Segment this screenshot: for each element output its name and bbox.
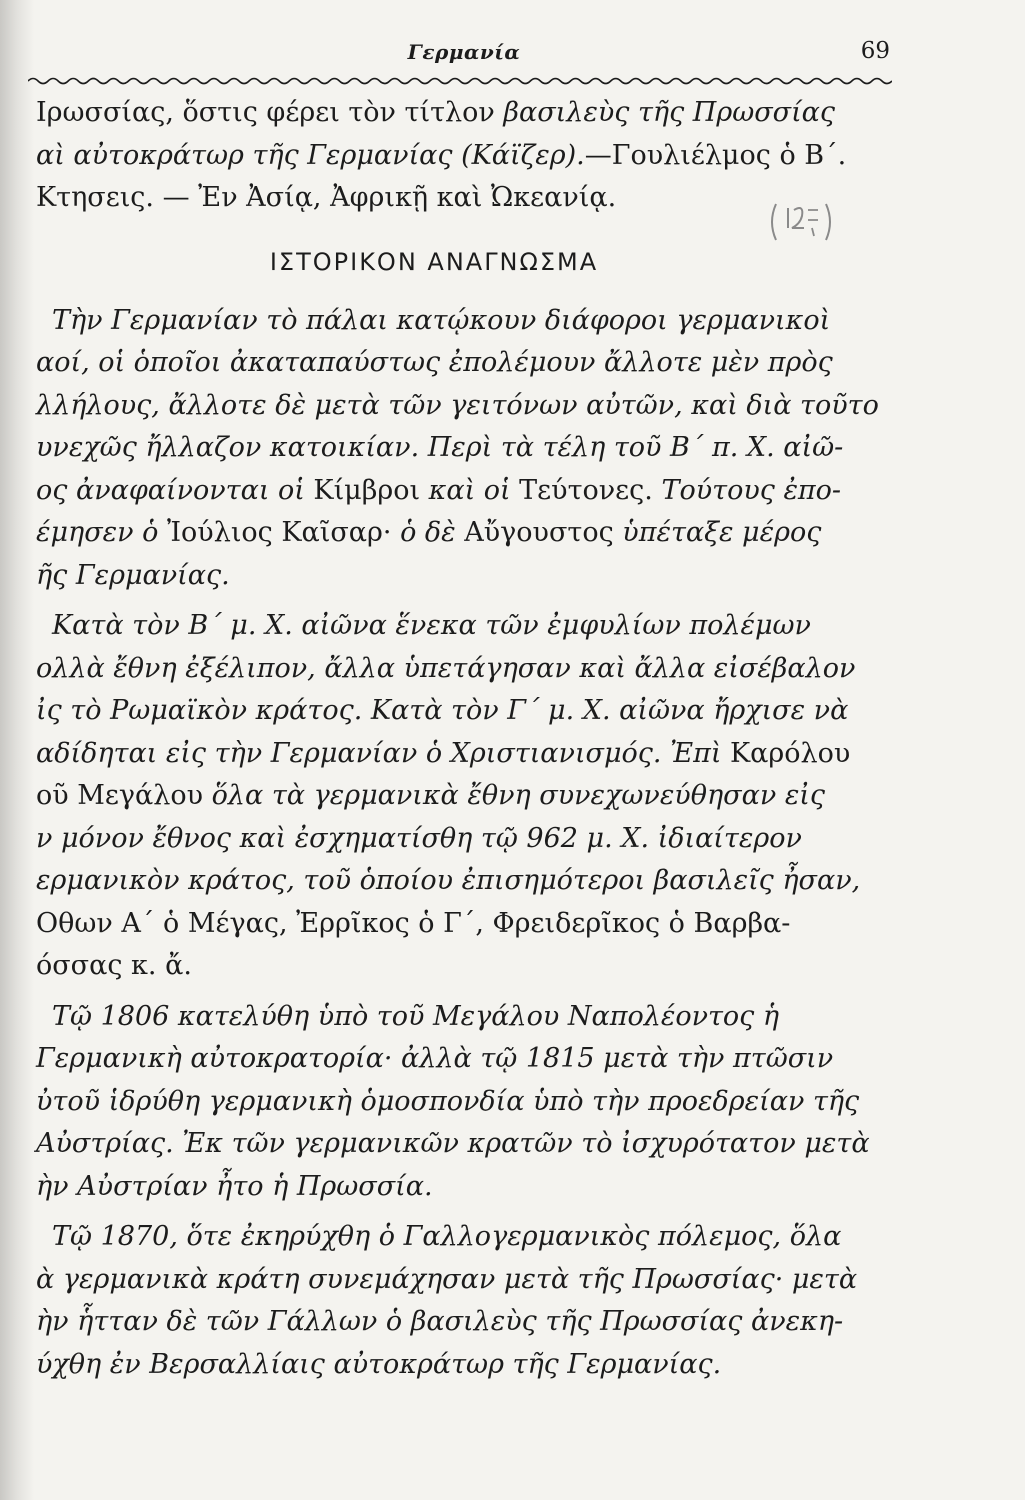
text-line: ολλὰ ἔθνη ἐξέλιπον, ἄλλα ὑπετάγησαν καὶ ἄλλα εἰσέβαλον	[36, 652, 856, 684]
text-span: —Γουλιέλμος ὁ Β΄.	[584, 139, 847, 171]
text-span: ὅλα τὰ γερμανικὰ ἔθνη συνεχωνεύθησαν εἰς	[203, 780, 826, 811]
text-line: ἰς τὸ Ρωμαϊκὸν κράτος. Κατὰ τὸν Γ΄ μ. Χ. αἰῶνα ἤρχισε νὰ	[36, 695, 849, 726]
text-line: ὴν ἧτταν δὲ τῶν Γάλλων ὁ βασιλεὺς τῆς Πρωσσίας ἀνεκη-	[36, 1306, 844, 1337]
text-line: ν μόνον ἔθνος καὶ ἐσχηματίσθη τῷ 962 μ. Χ. ἰδιαίτερον	[36, 822, 802, 854]
text-line	[24, 470, 904, 513]
text-line	[24, 92, 904, 135]
text-span: Κίμβροι	[304, 474, 429, 506]
text-line	[24, 733, 904, 776]
text-line: ύχθη ἐν Βερσαλλίαις αὐτοκράτωρ τῆς Γερμανίας.	[36, 1348, 722, 1380]
text-span: ὑπέταξε μέρος	[622, 517, 822, 548]
paragraph-4	[24, 1216, 904, 1386]
paragraph-2	[24, 605, 904, 988]
section-heading: ΙΣΤΟΡΙΚΟΝ ΑΝΑΓΝΩΣΜΑ	[269, 247, 599, 276]
text-line: ῆς Γερμανίας.	[36, 559, 230, 591]
text-line	[24, 775, 904, 818]
text-span: αὶ αὐτοκράτωρ τῆς Γερμανίας (Κάϊζερ).	[36, 139, 585, 171]
page-number: 69	[860, 38, 890, 64]
text-span: Ἰούλιος Καῖσαρ·	[158, 517, 401, 548]
spacer	[24, 1208, 904, 1216]
text-span: Καρόλου	[730, 737, 851, 769]
text-span: Ἐπὶ	[661, 737, 731, 769]
text-span: καὶ οἱ	[428, 474, 511, 506]
spacer	[24, 988, 904, 996]
text-line: λλήλους, ἄλλοτε δὲ μετὰ τῶν γειτόνων αὐτῶν, καὶ διὰ τοῦτο	[36, 389, 879, 421]
text-line: ὐτοῦ ἱδρύθη γερμανικὴ ὁμοσπονδία ὑπὸ τὴν προεδρείαν τῆς	[36, 1085, 860, 1117]
text-line: υνεχῶς ἤλλαζον κατοικίαν. Περὶ τὰ τέλη τοῦ Β΄ π. Χ. αἰῶ-	[36, 432, 844, 463]
text-span: Κτησεις. — Ἐν Ἀσίᾳ, Ἀφρικῇ καὶ Ὠκεανίᾳ.	[36, 182, 617, 213]
text-line: Τῷ 1806 κατελύθη ὑπὸ τοῦ Μεγάλου Ναπολέοντος ἡ	[52, 1000, 780, 1032]
text-line: Οθων Α΄ ὁ Μέγας, Ἐρρῖκος ὁ Γ΄, Φρειδερῖκος ὁ Βαρβα-	[36, 907, 791, 939]
text-span: έμησεν ὁ	[36, 517, 159, 548]
running-head	[24, 30, 904, 74]
text-line	[24, 512, 904, 555]
text-span: αδίδηται εἰς τὴν Γερμανίαν ὁ Χριστιανισμός.	[36, 737, 662, 769]
running-title: Γερμανία	[407, 40, 521, 64]
text-line: Γερμανικὴ αὐτοκρατορία· ἀλλὰ τῷ 1815 μετὰ τὴν πτῶσιν	[36, 1043, 834, 1074]
spacer	[24, 597, 904, 605]
text-line: αοί, οἱ ὁποῖοι ἀκαταπαύστως ἐπολέμουν ἄλλοτε μὲν πρὸς	[36, 347, 833, 378]
text-line: ερμανικὸν κράτος, τοῦ ὁποίου ἐπισημότεροι βασιλεῖς ἦσαν,	[36, 865, 861, 896]
paragraph-1	[24, 300, 904, 598]
text-line: Κατὰ τὸν Β΄ μ. Χ. αἰῶνα ἕνεκα τῶν ἐμφυλίων πολέμων	[52, 610, 811, 641]
pencil-annotation	[766, 198, 836, 252]
text-span: ος ἀναφαίνονται οἱ	[36, 474, 305, 506]
text-span: Ιρωσσίας, ὅστις φέρει τὸν τίτλον	[36, 97, 504, 128]
text-line: Τῷ 1870, ὅτε ἐκηρύχθη ὁ Γαλλογερμανικὸς πόλεμος, ὅλα	[52, 1221, 842, 1252]
text-span: βασιλεὺς τῆς Πρωσσίας	[503, 97, 836, 128]
text-line: ὴν Αὐστρίαν ἦτο ἡ Πρωσσία.	[36, 1170, 433, 1202]
text-span: Τεύτονες.	[510, 474, 662, 506]
text-span: Αὔγουστος	[455, 517, 623, 548]
text-line: Τὴν Γερμανίαν τὸ πάλαι κατῴκουν διάφοροι γερμανικοὶ	[52, 304, 831, 336]
text-span: οῦ Μεγάλου	[36, 780, 204, 811]
book-page	[24, 30, 904, 1470]
text-line: Αὐστρίας. Ἐκ τῶν γερμανικῶν κρατῶν τὸ ἰσχυρότατον μετὰ	[36, 1128, 870, 1159]
wavy-rule	[28, 76, 892, 86]
text-span: ὁ δὲ	[400, 517, 456, 548]
text-line	[24, 135, 904, 178]
text-line: ὰ γερμανικὰ κράτη συνεμάχησαν μετὰ τῆς Πρωσσίας· μετὰ	[36, 1263, 858, 1295]
text-span: Τούτους ἐπο-	[661, 474, 842, 506]
paragraph-3	[24, 996, 904, 1209]
text-line: όσσας κ. ἄ.	[36, 950, 192, 981]
